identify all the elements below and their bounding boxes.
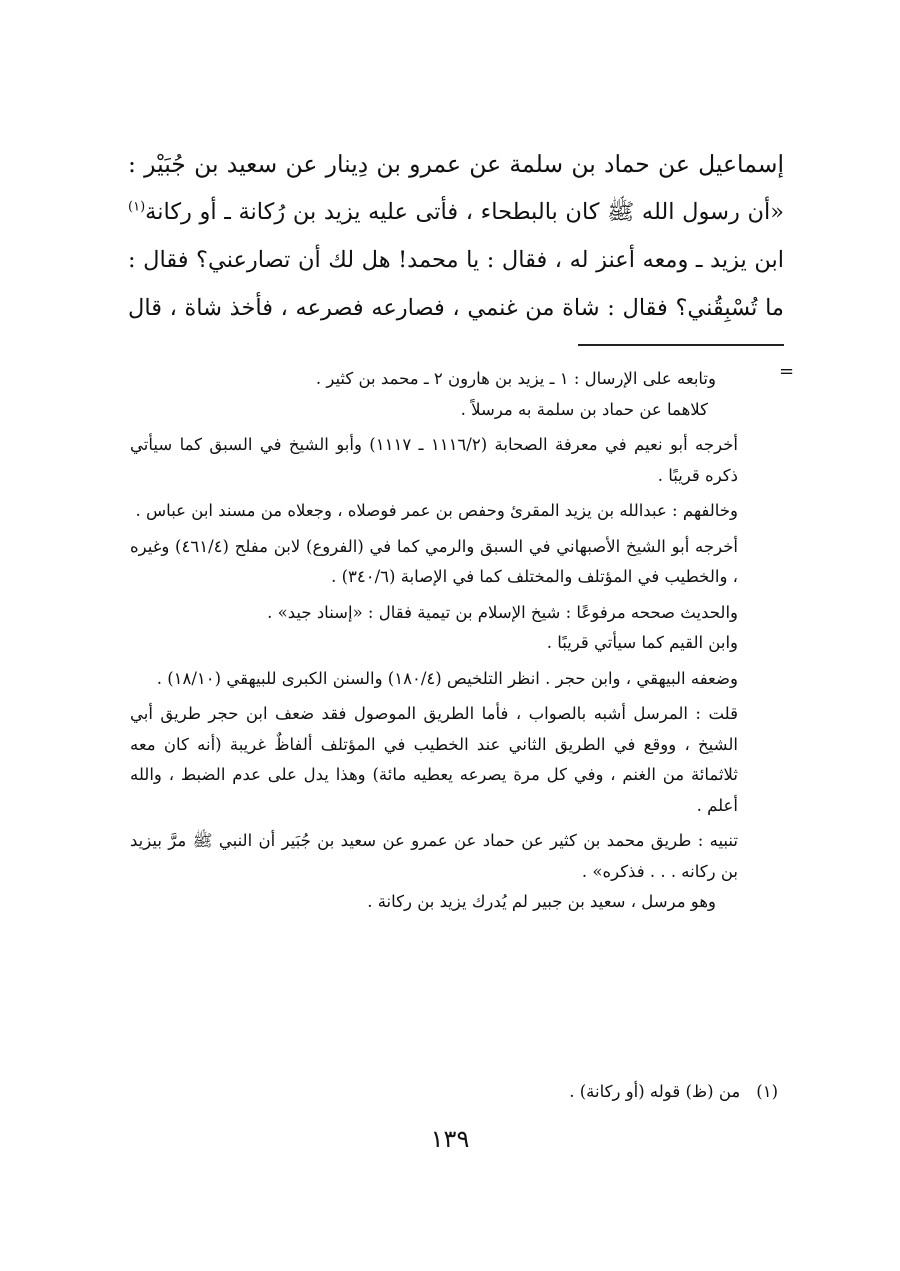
main-line: ما تُسْبِقُني؟ فقال : شاة من غنمي ، فصارعه فصرعه ، فأخذ شاة ، قال: [128, 295, 784, 321]
note-paragraph: وخالفهم : عبدالله بن يزيد المقرئ وحفص بن عمر فوصلاه ، وجعلاه من مسند ابن عباس .: [135, 501, 738, 520]
note-paragraph: أخرجه أبو نعيم في معرفة الصحابة (١١١٦/٢ ـ ١١١٧) وأبو الشيخ في السبق كما سيأتي ذكره قريبًا .: [130, 435, 738, 485]
note-paragraph: قلت : المرسل أشبه بالصواب ، فأما الطريق الموصول فقد ضعف ابن حجر طريق أبي الشيخ ، ووقع في الطريق الثاني عند الخطيب في المؤتلف ألفاظٌ غريبة (أنه كان معه ثلاثمائة من الغنم ، وفي كل مرة يصرعه يعطيه مائة) وهذا يدل على عدم الضبط ، والله أعلم .: [130, 704, 738, 815]
main-line-with-footnote: [128, 188, 784, 236]
note-paragraph: كلاهما عن حماد بن سلمة به مرسلاً .: [460, 399, 708, 419]
note-paragraph: وضعفه البيهقي ، وابن حجر . انظر التلخيص (١٨٠/٤) والسنن الكبرى للبيهقي (١٨/١٠) .: [156, 668, 738, 688]
note-paragraph: تنبيه : طريق محمد بن كثير عن حماد عن عمرو عن سعيد بن جُبَير أن النبي ﷺ مرَّ بيزيد بن ركانه . . . فذكره» .: [130, 831, 738, 881]
main-line: ابن يزيد ـ ومعه أعنز له ، فقال : يا محمد! هل لك أن تصارعني؟ فقال :: [128, 247, 784, 273]
footnote-text: من (ظ) قوله (أو ركانة) .: [569, 1082, 741, 1101]
page-number: ١٣٩: [430, 1125, 470, 1153]
main-text: [128, 140, 784, 332]
note-paragraph: وهو مرسل ، سعيد بن جبير لم يُدرك يزيد بن ركانة .: [367, 892, 716, 911]
note-paragraph: وتابعه على الإرسال : ١ ـ يزيد بن هارون ٢ ـ محمد بن كثير .: [315, 369, 716, 388]
footnote-marker: (١): [128, 199, 146, 215]
continuation-mark: =: [779, 361, 795, 382]
note-paragraph: وابن القيم كما سيأتي قريبًا .: [546, 633, 738, 652]
main-line: إسماعيل عن حماد بن سلمة عن عمرو بن دِينار عن سعيد بن جُبَيْر :: [128, 150, 784, 178]
note-paragraph: أخرجه أبو الشيخ الأصبهاني في السبق والرمي كما في (الفروع) لابن مفلح (٤٦١/٤) وغيره ، والخطيب في المؤتلف والمختلف كما في الإصابة (٣٤٠/٦) .: [130, 536, 738, 586]
notes-section: [130, 364, 738, 918]
note-paragraph: والحديث صححه مرفوعًا : شيخ الإسلام بن تيمية فقال : «إسناد جيد» .: [267, 602, 738, 622]
footnote-separator: [578, 344, 784, 346]
footnote: [569, 1078, 778, 1106]
main-line-text: «أن رسول الله ﷺ كان بالبطحاء ، فأتى عليه يزيد بن رُكانة ـ أو ركانة: [145, 199, 784, 225]
footnote-number: (١): [756, 1082, 778, 1101]
